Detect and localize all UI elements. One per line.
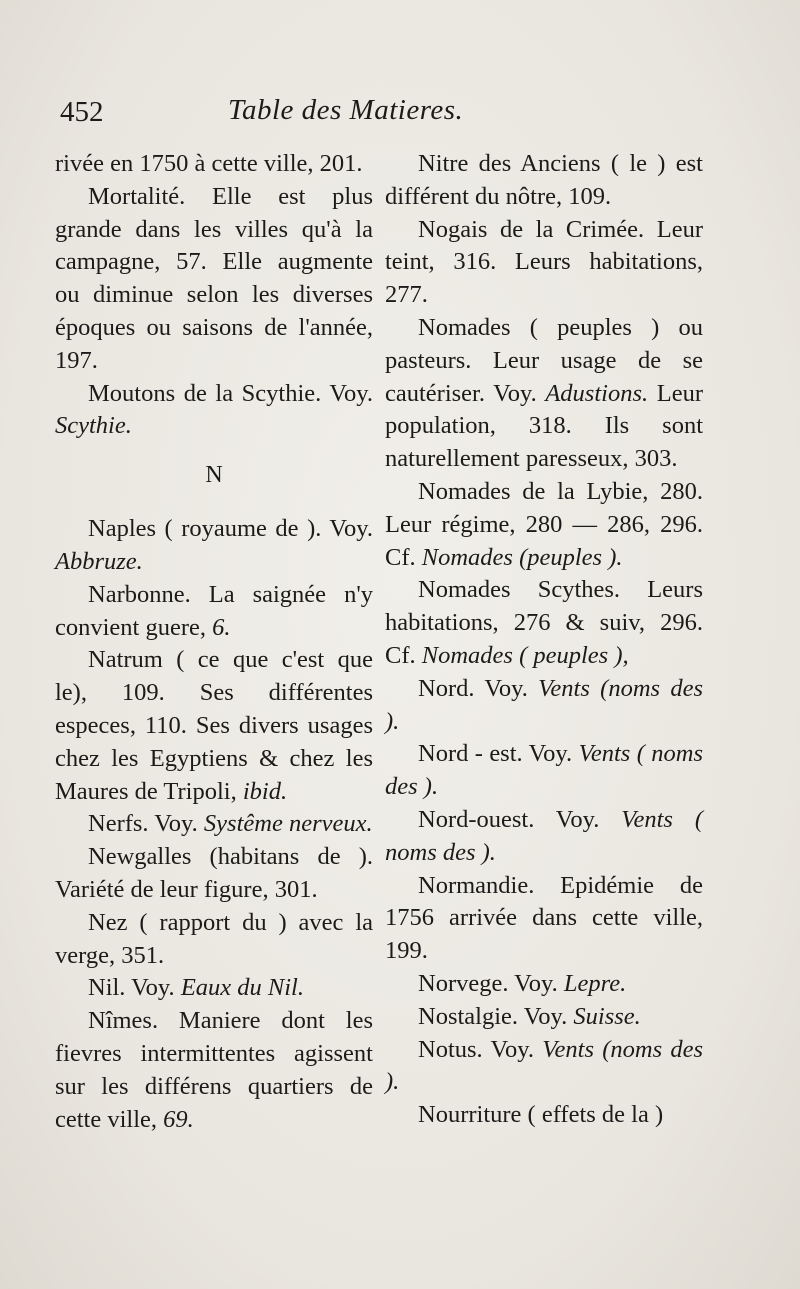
index-entry: Nogais de la Crimée. Leur teint, 316. Leurs habitations, 277. [385,215,703,309]
index-entry: Nerfs. Voy. Systême nerveux. [88,810,373,838]
index-entry: rivée en 1750 à cette ville, 201. [55,150,363,177]
index-entry: Narbonne. La saignée n'y convient guere, 6. [55,580,373,641]
index-entry: Normandie. Epidémie de 1756 arrivée dans cette ville, 199. [385,871,703,965]
index-entry: Nourriture ( effets de la ) [418,1101,664,1129]
index-entry: Nomades ( peuples ) ou pasteurs. Leur usage de se cautériser. Voy. Adustions. Leur population, 318. Ils sont naturellement paresseux, 303. [385,313,703,473]
index-entry: Nord - est. Voy. Vents ( noms des ). [385,740,703,801]
index-entry: Naples ( royaume de ). Voy. Abbruze. [55,515,373,575]
left-column [55,148,373,1136]
index-entry: Nomades de la Lybie, 280. Leur régime, 280 — 286, 296. Cf. Nomades (peuples ). [385,477,703,571]
index-entry: Nîmes. Maniere dont les fievres intermittentes agissent sur les différens quartiers de cette ville, 69. [55,1007,373,1133]
index-entry: Nomades Scythes. Leurs habitations, 276 & suiv, 296. Cf. Nomades ( peuples ), [385,576,703,669]
index-entry: Nostalgie. Voy. Suisse. [418,1002,641,1030]
index-entry: Norvege. Voy. Lepre. [418,969,627,997]
index-entry: Newgalles (habitans de ). Variété de leur figure, 301. [55,843,373,903]
right-column [385,148,703,1132]
index-entry: Nord. Voy. Vents (noms des ). [385,674,703,735]
index-entry: Nitre des Anciens ( le ) est différent du nôtre, 109. [385,150,703,210]
index-entry: Nord-ouest. Voy. Vents ( noms des ). [385,805,704,866]
index-entry: Notus. Voy. Vents (noms des ). [385,1035,703,1096]
index-entry: Nez ( rapport du ) avec la verge, 351. [55,908,373,969]
index-entry: Nil. Voy. Eaux du Nil. [88,974,304,1002]
index-entry: Natrum ( ce que c'est que le), 109. Ses différentes especes, 110. Ses divers usages chez les Egyptiens & chez les Maures de Tripoli, ibid. [55,646,373,805]
section-letter: N [205,462,223,489]
page-number: 452 [60,96,104,128]
running-title: Table des Matieres. [228,94,464,126]
index-entry: Moutons de la Scythie. Voy. Scythie. [55,379,373,440]
index-entry: Mortalité. Elle est plus grande dans les villes qu'à la campagne, 57. Elle augmente ou diminue selon les diverses époques ou saisons de l'année, 197. [55,182,373,374]
